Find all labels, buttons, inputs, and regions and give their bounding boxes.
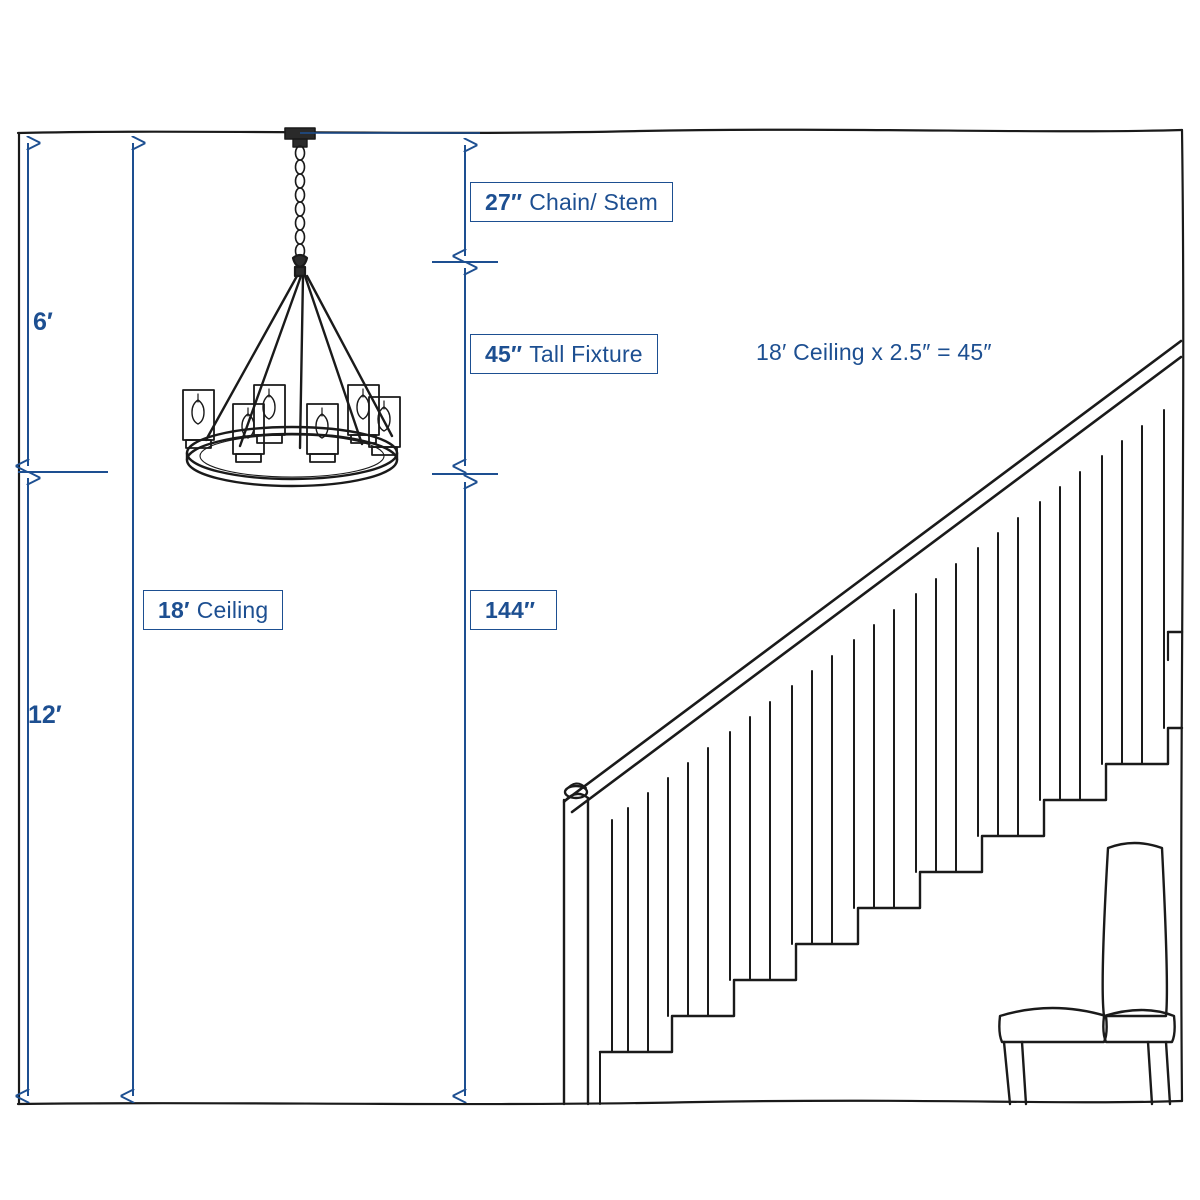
- dim-right-chain: [300, 133, 498, 1096]
- label-upper-height: 6′: [33, 308, 53, 336]
- dim-left-scale: [18, 143, 108, 1096]
- label-tall-fixture-value: 45″: [485, 340, 523, 367]
- label-tall-fixture: [470, 334, 658, 374]
- label-formula: 18′ Ceiling x 2.5″ = 45″: [756, 339, 992, 365]
- label-chain-stem: [470, 182, 673, 222]
- label-ceiling: [143, 590, 283, 630]
- label-tall-fixture-text: Tall Fixture: [529, 340, 643, 367]
- label-floor-to-fixture-value: 144″: [485, 596, 536, 623]
- label-ceiling-text: Ceiling: [196, 596, 269, 623]
- label-ceiling-value: 18′: [158, 596, 190, 623]
- label-lower-height: 12′: [28, 701, 62, 729]
- label-chain-stem-text: Chain/ Stem: [529, 188, 658, 215]
- label-chain-stem-value: 27″: [485, 188, 523, 215]
- label-floor-to-fixture: [470, 590, 557, 630]
